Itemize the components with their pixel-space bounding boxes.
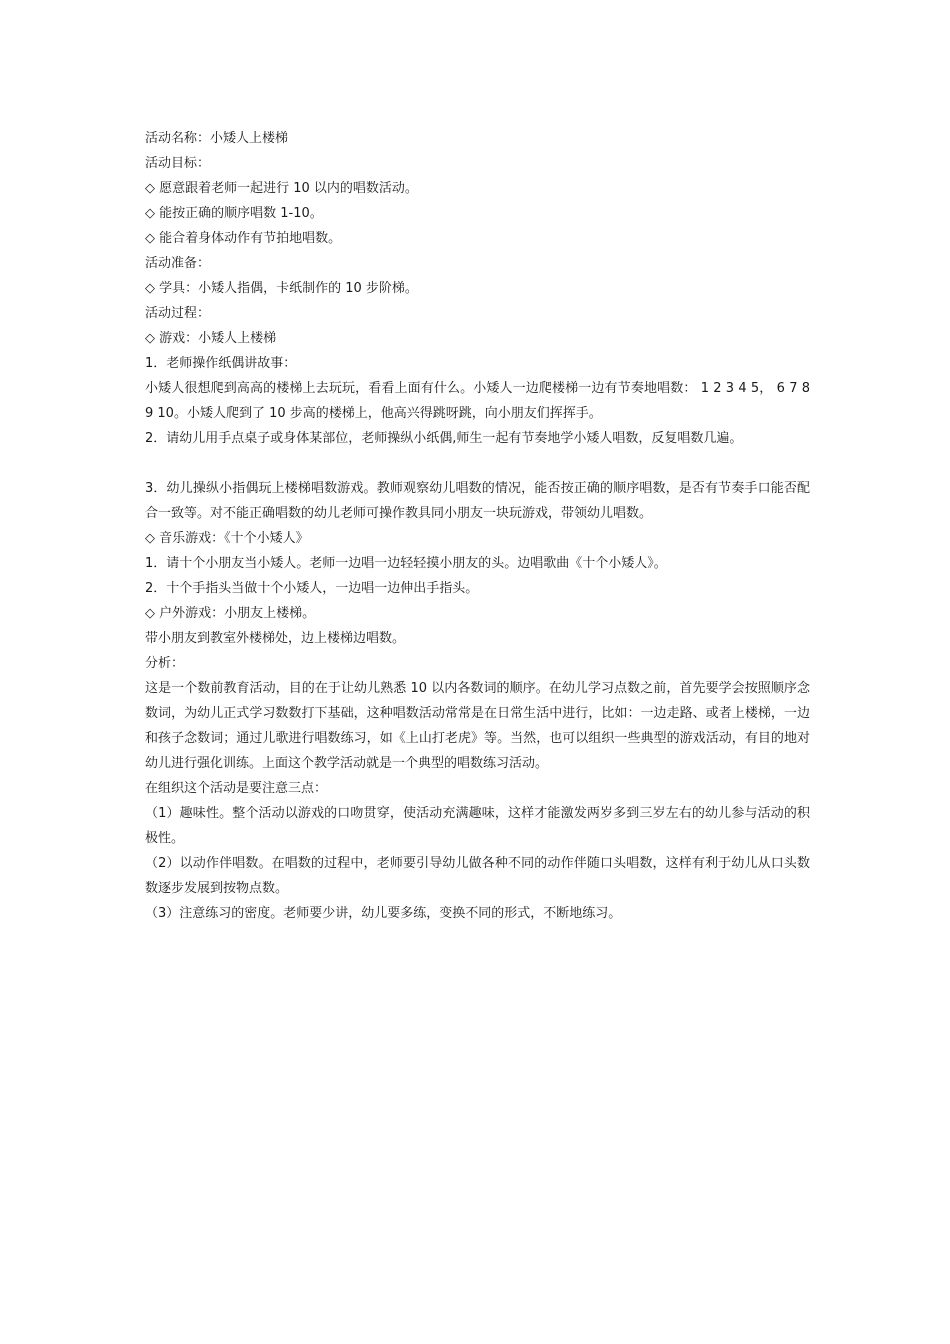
section-heading-analysis: 分析： — [145, 656, 185, 671]
goal-item: ◇ 愿意跟着老师一起进行 10 以内的唱数活动。 — [145, 181, 418, 196]
story-paragraph: 小矮人很想爬到高高的楼梯上去玩玩，看看上面有什么。小矮人一边爬楼梯一边有节奏地唱数： 1 2 3 4 5， 6 7 8 9 10。小矮人爬到了 10 步高的楼梯上，他高兴得跳呀跳，向小朋友们挥挥手。 — [145, 381, 810, 421]
preparation-item: ◇ 学具：小矮人指偶，卡纸制作的 10 步阶梯。 — [145, 281, 418, 296]
section-heading-goals: 活动目标： — [145, 156, 211, 171]
process-step: 2．请幼儿用手点桌子或身体某部位，老师操纵小纸偶,师生一起有节奏地学小矮人唱数，反复唱数几遍。 — [145, 431, 743, 446]
analysis-point: （3）注意练习的密度。老师要少讲，幼儿要多练，变换不同的形式，不断地练习。 — [145, 906, 622, 921]
analysis-point: （2）以动作伴唱数。在唱数的过程中，老师要引导幼儿做各种不同的动作伴随口头唱数，这样有利于幼儿从口头数数逐步发展到按物点数。 — [145, 856, 810, 896]
game-heading: ◇ 音乐游戏：《十个小矮人》 — [145, 531, 309, 546]
document-body — [145, 126, 810, 926]
goal-item: ◇ 能合着身体动作有节拍地唱数。 — [145, 231, 342, 246]
activity-title: 活动名称：小矮人上楼梯 — [145, 131, 289, 146]
analysis-lead: 在组织这个活动是要注意三点： — [145, 781, 328, 796]
section-heading-process: 活动过程： — [145, 306, 211, 321]
section-heading-preparation: 活动准备： — [145, 256, 211, 271]
analysis-paragraph: 这是一个数前教育活动，目的在于让幼儿熟悉 10 以内各数词的顺序。在幼儿学习点数之前，首先要学会按照顺序念数词，为幼儿正式学习数数打下基础，这种唱数活动常常是在日常生活中进行，比如：一边走路、或者上楼梯，一边和孩子念数词；通过儿歌进行唱数练习，如《上山打老虎》等。当然，也可以组织一些典型的游戏活动，有目的地对幼儿进行强化训练。上面这个教学活动就是一个典型的唱数练习活动。 — [145, 681, 810, 771]
game-heading: ◇ 户外游戏：小朋友上楼梯。 — [145, 606, 316, 621]
goal-item: ◇ 能按正确的顺序唱数 1-10。 — [145, 206, 323, 221]
process-step: 2．十个手指头当做十个小矮人，一边唱一边伸出手指头。 — [145, 581, 479, 596]
blank-line — [145, 451, 810, 476]
process-step: 1．请十个小朋友当小矮人。老师一边唱一边轻轻摸小朋友的头。边唱歌曲《十个小矮人》。 — [145, 556, 667, 571]
process-step: 带小朋友到教室外楼梯处，边上楼梯边唱数。 — [145, 631, 406, 646]
process-step: 3．幼儿操纵小指偶玩上楼梯唱数游戏。教师观察幼儿唱数的情况，能否按正确的顺序唱数，是否有节奏手口能否配合一致等。对不能正确唱数的幼儿老师可操作教具同小朋友一块玩游戏，带领幼儿唱数。 — [145, 481, 810, 521]
game-heading: ◇ 游戏：小矮人上楼梯 — [145, 331, 277, 346]
process-step: 1．老师操作纸偶讲故事： — [145, 356, 297, 371]
analysis-point: （1）趣味性。整个活动以游戏的口吻贯穿，使活动充满趣味，这样才能激发两岁多到三岁左右的幼儿参与活动的积极性。 — [145, 806, 810, 846]
